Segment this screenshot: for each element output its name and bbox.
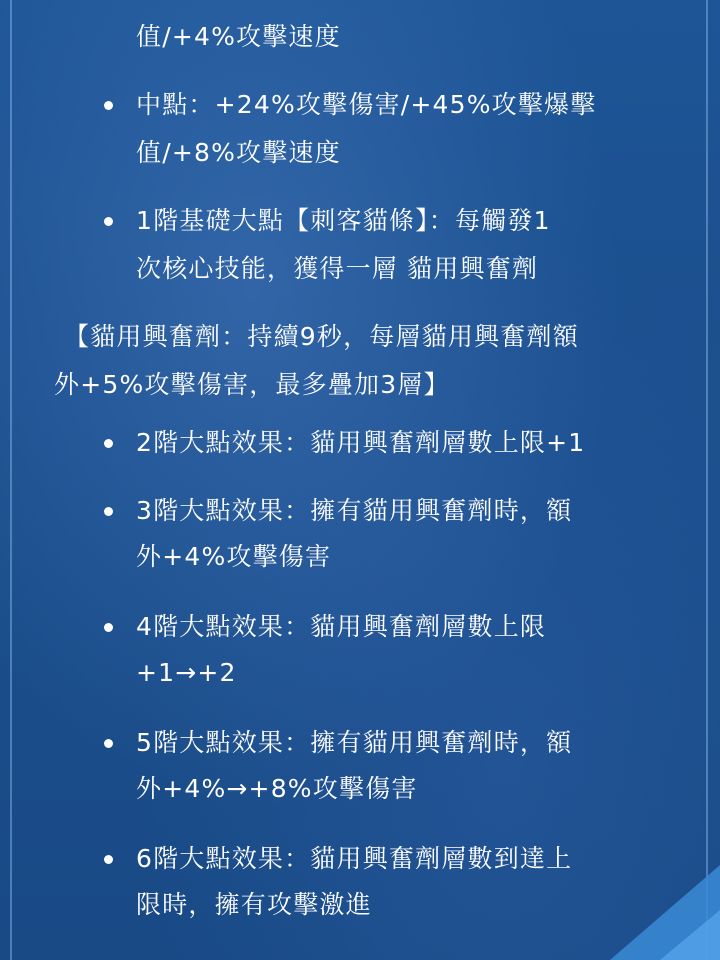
bullet-icon bbox=[104, 623, 113, 632]
list-item-text: 2階大點效果：貓用興奮劑層數上限+1 bbox=[136, 428, 586, 457]
list-item-text: 外+4%攻擊傷害 bbox=[136, 542, 332, 571]
list-item-text: 外+4%→+8%攻擊傷害 bbox=[136, 774, 418, 803]
list-item-text: 值/+8%攻擊速度 bbox=[136, 138, 341, 167]
bullet-icon bbox=[104, 739, 113, 748]
list-item-text: 中點：+24%攻擊傷害/+45%攻擊爆擊 bbox=[136, 90, 597, 119]
bullet-icon bbox=[104, 507, 113, 516]
note-text: 【貓用興奮劑：持續9秒，每層貓用興奮劑額 bbox=[64, 322, 579, 351]
list-item-text: +1→+2 bbox=[136, 658, 237, 687]
list-item-text: 5階大點效果：擁有貓用興奮劑時，額 bbox=[136, 728, 573, 757]
bullet-icon bbox=[104, 855, 113, 864]
bullet-icon bbox=[104, 439, 113, 448]
bullet-icon bbox=[104, 101, 113, 110]
bullet-icon bbox=[104, 217, 113, 226]
list-item-text: 4階大點效果：貓用興奮劑層數上限 bbox=[136, 612, 547, 641]
list-item-text: 限時，擁有攻擊激進 bbox=[136, 890, 372, 919]
note-text: 外+5%攻擊傷害，最多疊加3層】 bbox=[54, 370, 450, 399]
list-item-text: 次核心技能，獲得一層 貓用興奮劑 bbox=[136, 254, 539, 283]
list-item-text: 3階大點效果：擁有貓用興奮劑時，額 bbox=[136, 496, 573, 525]
list-item-text: 6階大點效果：貓用興奮劑層數到達上 bbox=[136, 844, 573, 873]
list-item-text: 1階基礎大點【刺客貓條】：每觸發1 bbox=[136, 206, 551, 235]
list-item-text: 值/+4%攻擊速度 bbox=[136, 22, 341, 51]
